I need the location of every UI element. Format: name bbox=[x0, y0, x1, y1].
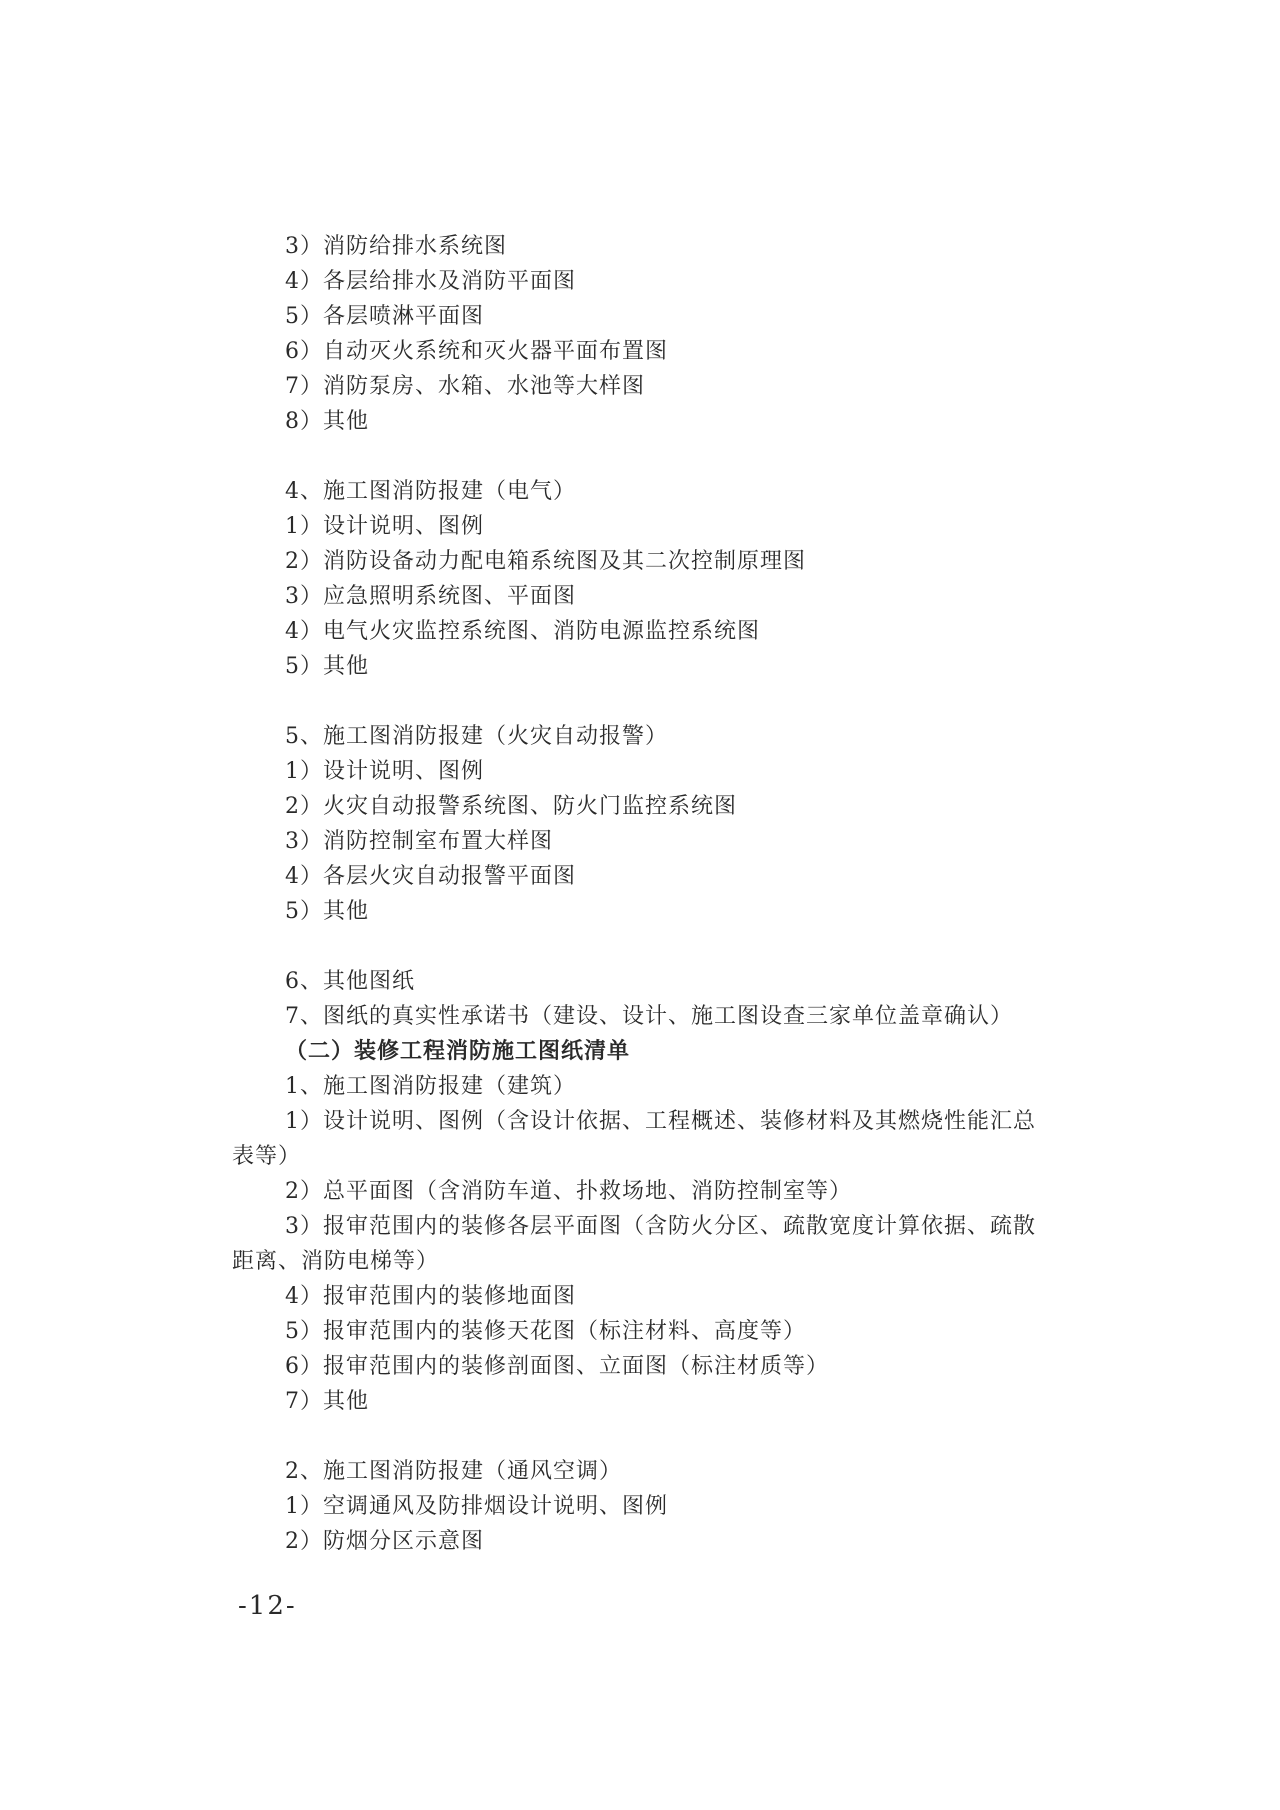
list-item: 2）总平面图（含消防车道、扑救场地、消防控制室等） bbox=[285, 1179, 852, 1204]
list-item: 7）消防泵房、水箱、水池等大样图 bbox=[285, 374, 645, 399]
list-item: 4）报审范围内的装修地面图 bbox=[285, 1284, 576, 1309]
section-title: 6、其他图纸 bbox=[285, 969, 415, 994]
list-item: 5）其他 bbox=[285, 654, 369, 679]
list-item: 4）各层火灾自动报警平面图 bbox=[285, 864, 576, 889]
list-item: 1）设计说明、图例 bbox=[285, 759, 484, 784]
list-item: 6）自动灭火系统和灭火器平面布置图 bbox=[285, 339, 668, 364]
list-item: 5）各层喷淋平面图 bbox=[285, 304, 484, 329]
list-item: 4）电气火灾监控系统图、消防电源监控系统图 bbox=[285, 619, 760, 644]
list-item-continuation: 距离、消防电梯等） bbox=[232, 1249, 440, 1274]
list-item: 1）空调通风及防排烟设计说明、图例 bbox=[285, 1494, 668, 1519]
section-title: 7、图纸的真实性承诺书（建设、设计、施工图设查三家单位盖章确认） bbox=[285, 1004, 1013, 1029]
section-title: 4、施工图消防报建（电气） bbox=[285, 479, 576, 504]
list-item: 2）消防设备动力配电箱系统图及其二次控制原理图 bbox=[285, 549, 806, 574]
list-item: 7）其他 bbox=[285, 1389, 369, 1414]
list-item: 3）报审范围内的装修各层平面图（含防火分区、疏散宽度计算依据、疏散 bbox=[285, 1214, 1036, 1239]
list-item: 3）应急照明系统图、平面图 bbox=[285, 584, 576, 609]
list-item: 1）设计说明、图例 bbox=[285, 514, 484, 539]
list-item: 5）其他 bbox=[285, 899, 369, 924]
list-item: 5）报审范围内的装修天花图（标注材料、高度等） bbox=[285, 1319, 806, 1344]
chapter-heading: （二）装修工程消防施工图纸清单 bbox=[285, 1039, 631, 1064]
list-item: 2）火灾自动报警系统图、防火门监控系统图 bbox=[285, 794, 737, 819]
list-item: 4）各层给排水及消防平面图 bbox=[285, 269, 576, 294]
list-item: 2）防烟分区示意图 bbox=[285, 1529, 484, 1554]
page-number: -12- bbox=[238, 1591, 297, 1621]
list-item: 3）消防给排水系统图 bbox=[285, 234, 507, 259]
section-title: 1、施工图消防报建（建筑） bbox=[285, 1074, 576, 1099]
section-title: 2、施工图消防报建（通风空调） bbox=[285, 1459, 622, 1484]
list-item: 8）其他 bbox=[285, 409, 369, 434]
list-item: 3）消防控制室布置大样图 bbox=[285, 829, 553, 854]
section-title: 5、施工图消防报建（火灾自动报警） bbox=[285, 724, 668, 749]
list-item: 6）报审范围内的装修剖面图、立面图（标注材质等） bbox=[285, 1354, 829, 1379]
list-item: 1）设计说明、图例（含设计依据、工程概述、装修材料及其燃烧性能汇总 bbox=[285, 1109, 1036, 1134]
list-item-continuation: 表等） bbox=[232, 1144, 302, 1169]
